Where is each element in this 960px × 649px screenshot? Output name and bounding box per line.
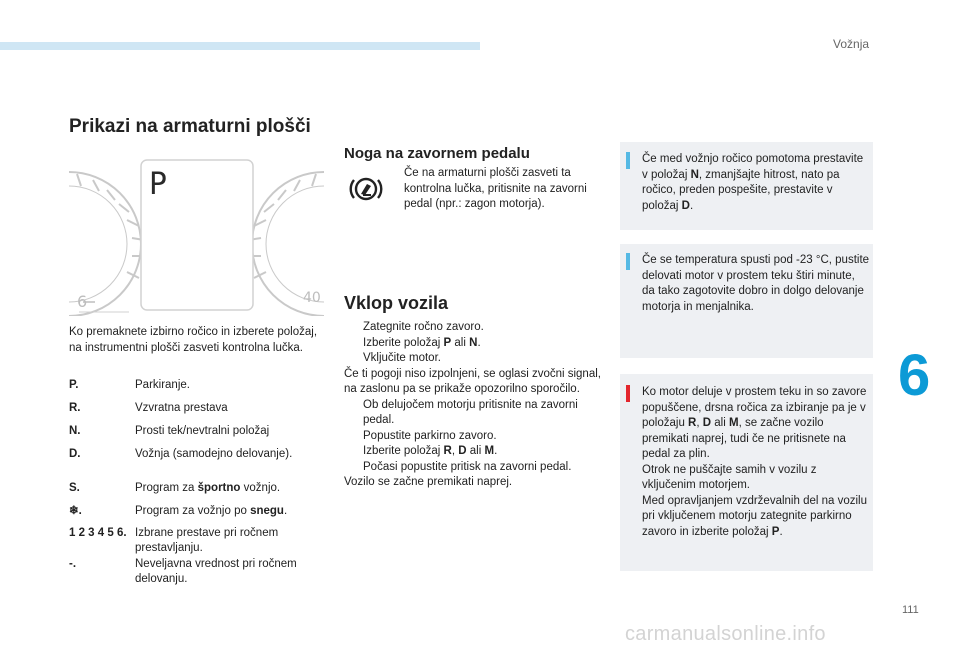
- section-name: Vožnja: [833, 37, 870, 51]
- header-accent-bar: [0, 42, 480, 50]
- list-item: Ob delujočem motorju pritisnite na zavorni pedal.: [363, 398, 578, 426]
- paragraph: Če ti pogoji niso izpolnjeni, se oglasi zvočni signal, na zaslonu pa se prikaže opozorilno sporočilo.: [344, 367, 601, 395]
- definition-value: Program za vožnjo po snegu.: [135, 505, 288, 517]
- paragraph: Vozilo se začne premikati naprej.: [344, 476, 513, 488]
- definition-value: Vožnja (samodejno delovanje).: [135, 448, 293, 460]
- warning-icon: [626, 385, 630, 402]
- list-item: Vključite motor.: [363, 352, 441, 364]
- section-heading-start: Vklop vozila: [344, 293, 449, 313]
- page-title: Prikazi na armaturni plošči: [69, 116, 311, 137]
- list-item: Zategnite ročno zavoro.: [363, 321, 484, 333]
- list-item: Popustite parkirno zavoro.: [363, 429, 497, 442]
- definition-key: D.: [69, 448, 81, 460]
- definition-key: S.: [69, 482, 80, 494]
- definition-key: 1 2 3 4 5 6.: [69, 527, 127, 539]
- definition-value: Vzvratna prestava: [135, 402, 228, 414]
- warning-note-text: Ko motor deluje v prostem teku in so zavore popuščene, drsna ročica za izbiranje pa je v položaju R, D ali M, se začne vozilo premikati naprej, tudi če ne pritisnete na pedal za plin. Otrok ne puščajte samih v vozilu z vključenim motorjem. Med opravljanjem vzdrževalnih del na vozilu pri vključenem motorju zategnite parkirno zavoro in izberite položaj P.: [642, 386, 868, 538]
- brake-pedal-warning-icon: [349, 172, 383, 206]
- gear-indicator: P: [149, 167, 168, 202]
- list-item: Izberite položaj R, D ali M.: [363, 445, 498, 457]
- snowflake-icon: ❄.: [69, 505, 82, 517]
- definition-key: N.: [69, 425, 81, 437]
- instrument-panel-image: [69, 156, 324, 316]
- info-icon: [626, 152, 630, 169]
- list-item: Počasi popustite pritisk na zavorni pedal.: [363, 460, 572, 473]
- page-number: 111: [902, 604, 919, 616]
- info-note: [620, 244, 873, 358]
- definition-value: Izbrane prestave pri ročnem prestavljanju.: [135, 527, 279, 554]
- definition-value: Neveljavna vrednost pri ročnem delovanju.: [135, 558, 297, 585]
- definition-value: Parkiranje.: [135, 379, 190, 391]
- start-procedure: [344, 320, 604, 491]
- intro-paragraph: Ko premaknete izbirno ročico in izberete položaj, na instrumentni plošči zasveti kontrolna lučka.: [69, 326, 318, 354]
- definition-key: R.: [69, 402, 81, 414]
- brake-pedal-text: Če na armaturni plošči zasveti ta kontrolna lučka, pritisnite na zavorni pedal (npr.: zagon motorja).: [404, 167, 587, 210]
- info-note: [620, 142, 873, 230]
- watermark: carmanualsonline.info: [625, 623, 826, 645]
- info-note-text: Če se temperatura spusti pod -23 °C, pustite delovati motor v prostem teku štiri minute, da tako zagotovite dobro in dolgo delovanje motorja in menjalnika.: [642, 254, 870, 313]
- warning-note: [620, 374, 873, 571]
- info-note-text: Če med vožnjo ročico pomotoma prestavite v položaj N, zmanjšajte hitrost, nato pa ročico, preden pospešite, prestavite v položaj D.: [642, 153, 864, 212]
- section-heading-brake-pedal: Noga na zavornem pedalu: [344, 145, 530, 162]
- brake-pedal-instruction: [404, 166, 589, 213]
- definition-key: P.: [69, 379, 79, 391]
- chapter-number: 6: [898, 343, 931, 408]
- definition-value: Program za športno vožnjo.: [135, 482, 281, 494]
- right-dial-mark: 40: [303, 290, 321, 306]
- list-item: Izberite položaj P ali N.: [363, 336, 481, 349]
- info-icon: [626, 253, 630, 270]
- definition-value: Prosti tek/nevtralni položaj: [135, 425, 270, 437]
- left-dial-mark: 6: [77, 292, 88, 311]
- definition-key: -.: [69, 558, 77, 570]
